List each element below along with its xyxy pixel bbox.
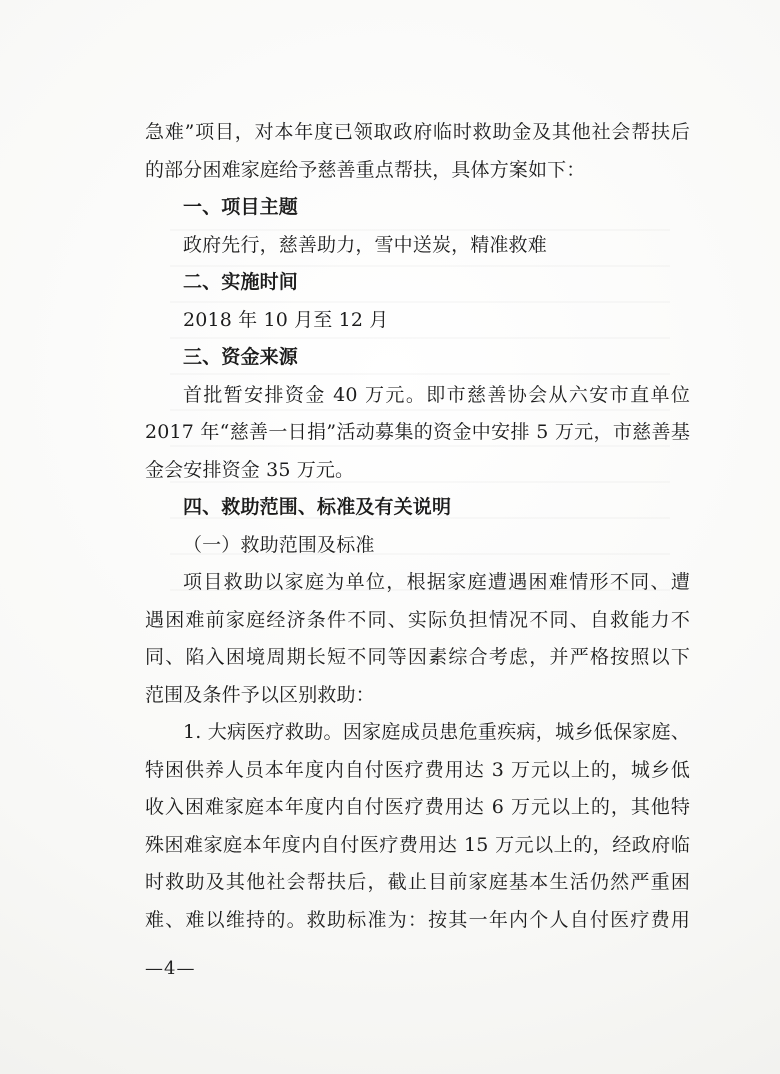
text-line: 遇困难前家庭经济条件不同、实际负担情况不同、自救能力不 (145, 608, 690, 631)
text-line: 范围及条件予以区别救助： (145, 683, 375, 706)
text-line: 项目救助以家庭为单位，根据家庭遭遇困难情形不同、遭 (183, 571, 690, 593)
text-line: 时救助及其他社会帮扶后，截止目前家庭基本生活仍然严重困 (145, 871, 690, 893)
text-line: 的部分困难家庭给予慈善重点帮扶，具体方案如下： (145, 158, 586, 181)
text-line: 金会安排资金 35 万元。 (145, 458, 355, 481)
text-line: 收入困难家庭本年度内自付医疗费用达 6 万元以上的，其他特 (145, 796, 690, 818)
text-line: 难、难以维持的。救助标准为：按其一年内个人自付医疗费用 (145, 908, 690, 931)
section-heading: 四、救助范围、标准及有关说明 (183, 496, 452, 518)
text-line: 2018 年 10 月至 12 月 (183, 308, 389, 331)
text-line: 急难”项目，对本年度已领取政府临时救助金及其他社会帮扶后 (145, 121, 690, 143)
text-line: 1. 大病医疗救助。因家庭成员患危重疾病，城乡低保家庭、 (183, 721, 690, 743)
text-line: 首批暂安排资金 40 万元。即市慈善协会从六安市直单位 (183, 383, 690, 406)
text-line: 殊困难家庭本年度内自付医疗费用达 15 万元以上的，经政府临 (145, 833, 690, 856)
text-line: 政府先行，慈善助力，雪中送炭，精准救难 (183, 233, 547, 256)
document-body (145, 114, 690, 939)
text-line: 特困供养人员本年度内自付医疗费用达 3 万元以上的，城乡低 (145, 758, 690, 781)
section-heading: 三、资金来源 (183, 346, 298, 368)
page-number: —4— (145, 958, 196, 979)
section-heading: 一、项目主题 (183, 196, 298, 218)
section-heading: 二、实施时间 (183, 271, 298, 293)
subsection-heading: （一）救助范围及标准 (183, 533, 375, 556)
text-line: 同、陷入困境周期长短不同等因素综合考虑，并严格按照以下 (145, 646, 690, 668)
text-line: 2017 年“慈善一日捐”活动募集的资金中安排 5 万元，市慈善基 (145, 421, 690, 443)
